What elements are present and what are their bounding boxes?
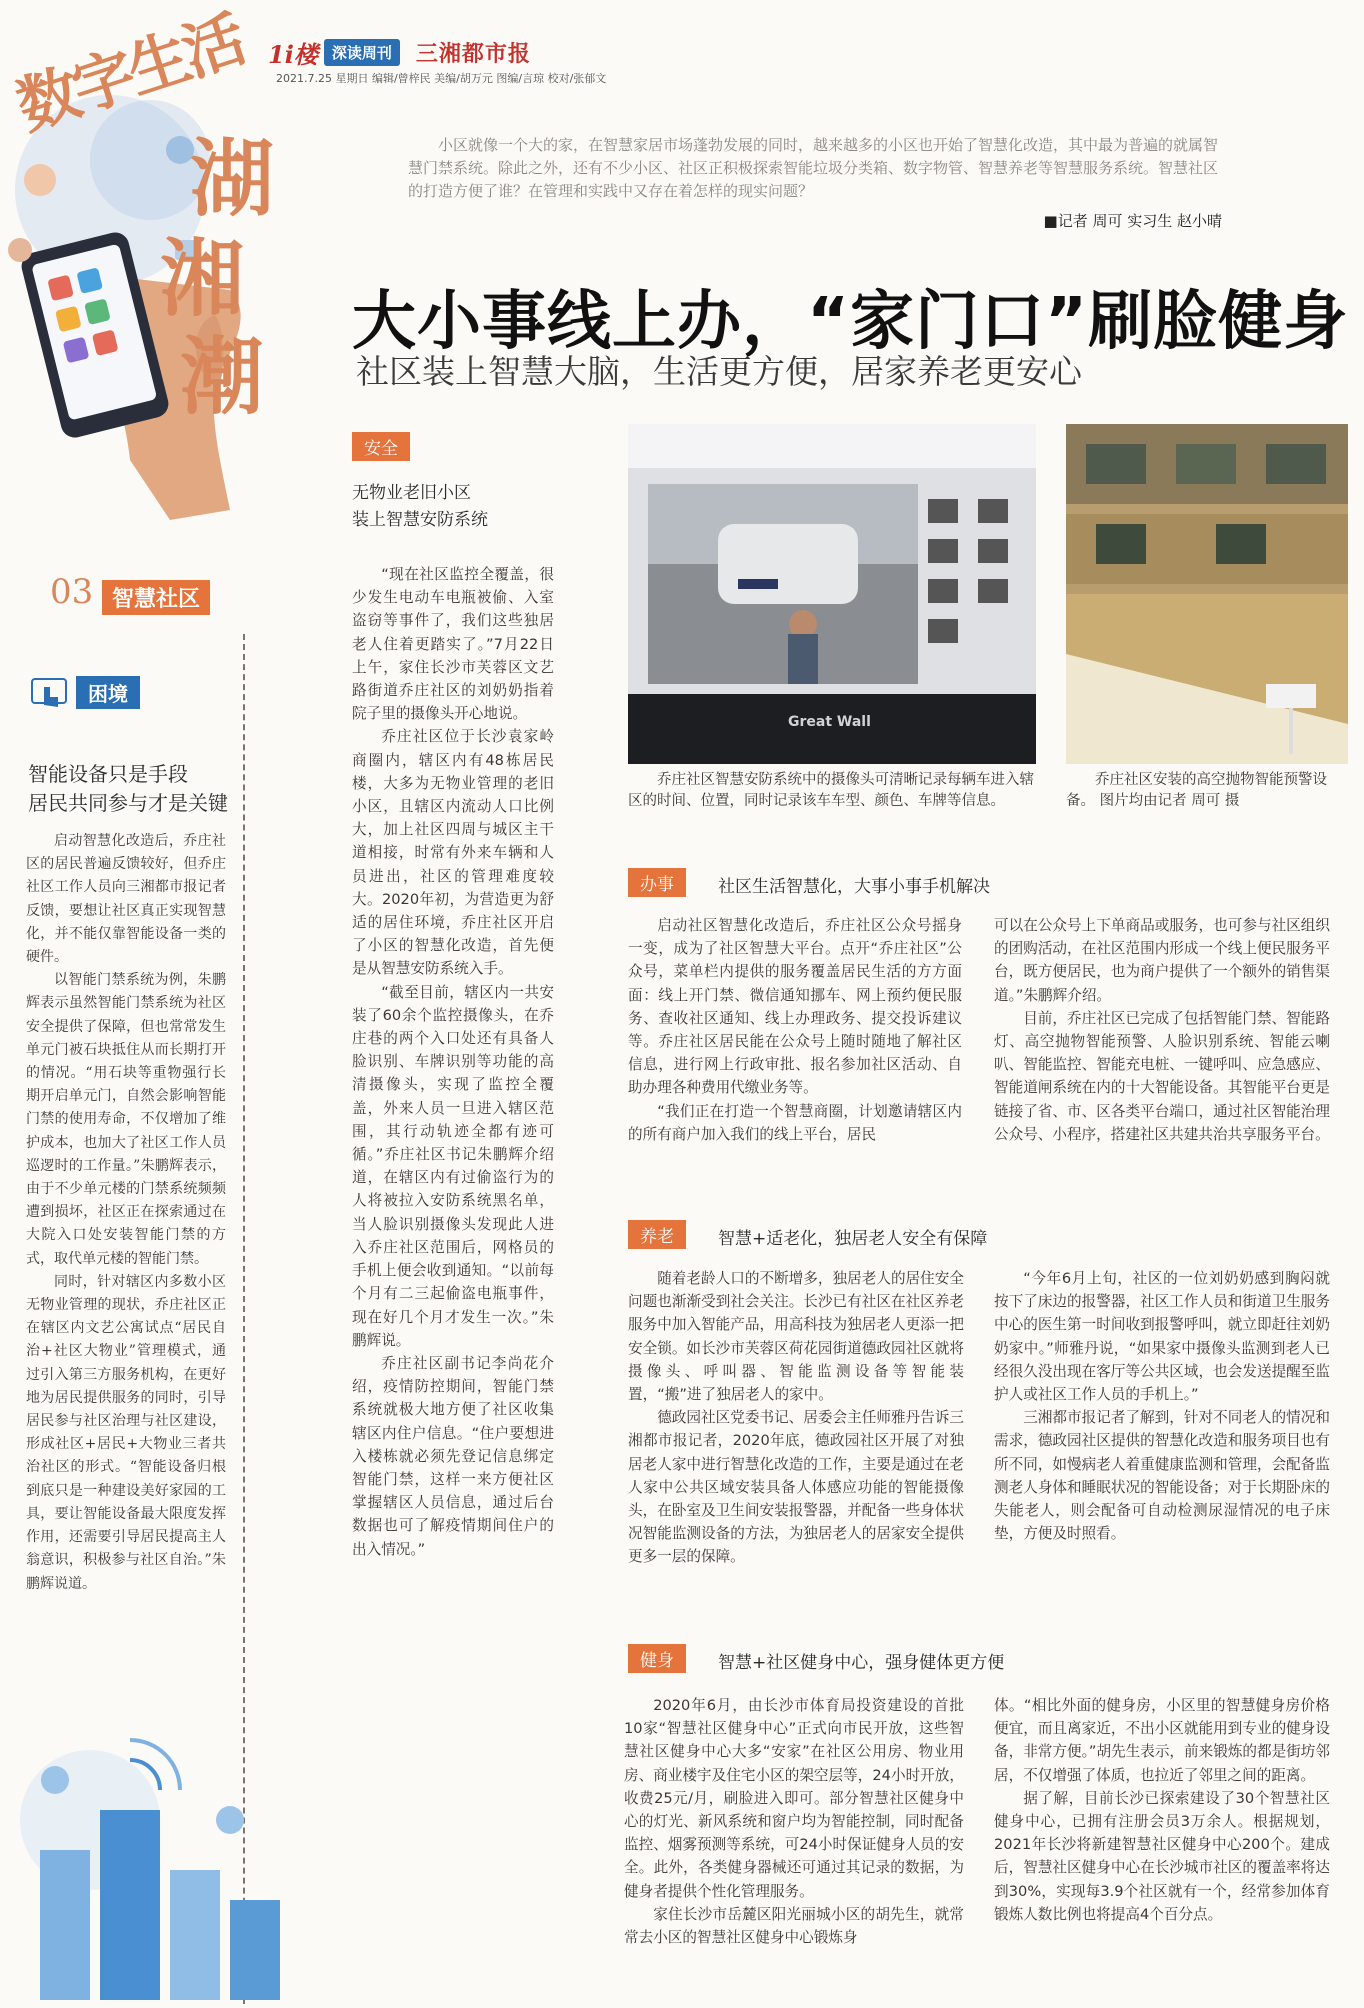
elderly-paragraph: 随着老龄人口的不断增多，独居老人的居住安全问题也渐渐受到社会关注。长沙已有社区在社区养老服务中加入智能产品，用高科技为独居老人更添一把安全锁。如长沙市芙蓉区荷花园街道德政园社区就将摄像头、呼叫器、智能监测设备等智能装置，“搬”进了独居老人的家中。 bbox=[628, 1270, 964, 1404]
sidebar-title-line1: 智能设备只是手段 bbox=[28, 762, 188, 786]
safety-title-line2: 装上智慧安防系统 bbox=[352, 510, 488, 530]
sidebar-paragraph: 以智能门禁系统为例，朱鹏辉表示虽然智能门禁系统为社区安全提供了保障，但也常常发生单元门被石块抵住从而长期打开的情况。“用石块等重物强行长期开启单元门，自然会影响智能门禁的使用寿命，不仅增加了维护成本，也加大了社区工作人员巡逻时的工作量。”朱鹏辉表示，由于不少单元楼的门禁系统频频遭到损坏，社区正在探索通过在大院入口处安装智能门禁的方式，取代单元楼的智能门禁。 bbox=[26, 972, 226, 1267]
sidebar-body bbox=[26, 830, 226, 1596]
headline: 大小事线上办，“家门口”刷脸健身 bbox=[352, 285, 1349, 359]
photo2-caption: 乔庄社区安装的高空抛物智能预警设备。 图片均由记者 周可 摄 bbox=[1066, 772, 1327, 809]
sidebar-title bbox=[28, 760, 228, 818]
building-camera-icon bbox=[1066, 424, 1348, 764]
hand-pointer-icon bbox=[30, 675, 70, 709]
deco-title-line1: 数字生活 bbox=[8, 2, 252, 144]
elderly-col2 bbox=[994, 1267, 1330, 1545]
affairs-paragraph: “我们正在打造一个智慧商圈，计划邀请辖区内的所有商户加入我们的线上平台，居民 bbox=[628, 1102, 962, 1143]
monitor-screen-icon bbox=[628, 424, 1036, 764]
safety-paragraph: 乔庄社区位于长沙袁家岭商圈内，辖区内有48栋居民楼，大多为无物业管理的老旧小区，且辖区内流动人口比例大，加上社区四周与城区主干道相接，时常有外来车辆和人员进出，社区的管理难度较大。2020年初，为营造更为舒适的居住环境，乔庄社区开启了小区的智慧化改造，首先便是从智慧安防系统入手。 bbox=[352, 728, 554, 978]
safety-paragraph: “截至目前，辖区内一共安装了60余个监控摄像头，在乔庄巷的两个入口处还有具备人脸识别、车牌识别等功能的高清摄像头，实现了监控全覆盖，外来人员一旦进入辖区范围，其行动轨迹全都有迹可循。”乔庄社区书记朱鹏辉介绍道，在辖区内有过偷盗行为的人将被拉入安防系统黑名单，当人脸识别摄像头发现此人进入乔庄社区范围后，网格员的手机上便会收到通知。“以前每个月有二三起偷盗电瓶事件，现在好几个月才发生一次。”朱鹏辉说。 bbox=[352, 983, 554, 1349]
safety-title-line1: 无物业老旧小区 bbox=[352, 483, 471, 503]
masthead-logo: 1i楼 bbox=[268, 39, 318, 69]
sidebar-paragraph: 同时，针对辖区内多数小区无物业管理的现状，乔庄社区正在辖区内文艺公寓试点“居民自治+社区大物业”管理模式，通过引入第三方服务机构，在更好地为居民提供服务的同时，引导居民参与社区治理与社区建设，形成社区+居民+大物业三者共治社区的形式。“智能设备归根到底只是一种建设美好家园的工具，要让智能设备最大限度发挥作用，还需要引导居民提高主人翁意识，积极参与社区自治。”朱鹏辉说道。 bbox=[26, 1273, 226, 1592]
fitness-paragraph: 家住长沙市岳麓区阳光丽城小区的胡先生，就常常去小区的智慧社区健身中心锻炼身 bbox=[624, 1905, 964, 1947]
page-number: 03 bbox=[50, 572, 94, 612]
deco-title-xiang: 湘 bbox=[160, 229, 245, 328]
elderly-col1 bbox=[628, 1267, 964, 1569]
sidebar-title-line2: 居民共同参与才是关键 bbox=[28, 791, 228, 815]
safety-body bbox=[352, 563, 554, 1561]
section-tag-fitness: 健身 bbox=[628, 1644, 686, 1673]
affairs-paragraph: 可以在公众号上下单商品或服务，也可参与社区组织的团购活动，在社区范围内形成一个线上便民服务平台，既方便居民，也为商户提供了一个额外的销售渠道。”朱鹏辉介绍。 bbox=[994, 917, 1330, 1004]
elderly-paragraph: “今年6月上旬，社区的一位刘奶奶感到胸闷就按下了床边的报警器，社区工作人员和街道卫生服务中心的医生第一时间收到报警呼叫，就立即赶往刘奶奶家中。”师雅丹说，“如果家中摄像头监测到老人已经很久没出现在客厅等公共区域，也会发送提醒至监护人或社区工作人员的手机上。” bbox=[994, 1270, 1330, 1404]
masthead-meta: 2021.7.25 星期日 编辑/曾梓民 美编/胡万元 图编/言琼 校对/张郁文 bbox=[276, 72, 607, 85]
fitness-col2 bbox=[994, 1694, 1330, 1926]
smart-city-icon bbox=[10, 1700, 300, 2000]
photo-building-sensor bbox=[1066, 424, 1348, 764]
safety-paragraph: “现在社区监控全覆盖，很少发生电动车电瓶被偷、入室盗窃等事件了，我们这些独居老人住着更踏实了。”7月22日上午，家住长沙市芙蓉区文艺路街道乔庄社区的刘奶奶指着院子里的摄像头开心地说。 bbox=[352, 566, 554, 723]
safety-paragraph: 乔庄社区副书记李尚花介绍，疫情防控期间，智能门禁系统就极大地方便了社区收集辖区内住户信息。“住户要想进入楼栋就必须先登记信息绑定智能门禁，这样一来方便社区掌握辖区人员信息，通过后台数据也可了解疫情期间住户的出入情况。” bbox=[352, 1354, 554, 1558]
deco-title-chao: 潮 bbox=[180, 327, 265, 426]
sidebar-tag-label: 困境 bbox=[76, 676, 140, 709]
masthead-weekly-badge: 深读周刊 bbox=[324, 39, 400, 66]
elderly-paragraph: 德政园社区党委书记、居委会主任师雅丹告诉三湘都市报记者，2020年底，德政园社区开展了对独居老人家中进行智慧化改造的工作，主要是通过在老人家中公共区域安装具备人体感应功能的智能摄像头，在卧室及卫生间安装报警器，并配备一些身体状况智能监测设备的方法，为独居老人的居家安全提供更多一层的保障。 bbox=[628, 1409, 964, 1566]
fitness-col1 bbox=[624, 1694, 964, 1949]
fitness-paragraph: 体。“相比外面的健身房，小区里的智慧健身房价格便宜，而且离家近，不出小区就能用到专业的健身设备，非常方便。”胡先生表示，前来锻炼的都是街坊邻居，不仅增强了体质，也拉近了邻里之间的距离。 bbox=[994, 1697, 1330, 1784]
city-illustration bbox=[10, 1700, 300, 2000]
fitness-title: 智慧+社区健身中心，强身健体更方便 bbox=[718, 1653, 1005, 1673]
affairs-col2 bbox=[994, 914, 1330, 1146]
affairs-paragraph: 启动社区智慧化改造后，乔庄社区公众号摇身一变，成为了社区智慧大平台。点开“乔庄社区”公众号，菜单栏内提供的服务覆盖居民生活的方方面面：线上开门禁、微信通知挪车、网上预约便民服务、查收社区通知、线上办理政务、提交投诉建议等。乔庄社区居民能在公众号上随时随地了解社区信息，进行网上行政审批、报名参加社区活动、自助办理各种费用代缴业务等。 bbox=[628, 917, 962, 1097]
monitor-brand-logo: Great Wall bbox=[788, 714, 871, 730]
byline: ■记者 周可 实习生 赵小晴 bbox=[1043, 212, 1222, 230]
sidebar-paragraph: 启动智慧化改造后，乔庄社区的居民普遍反馈较好，但乔庄社区工作人员向三湘都市报记者反馈，要想让社区真正实现智慧化，并不能仅靠智能设备一类的硬件。 bbox=[26, 833, 226, 966]
section-tag-safety: 安全 bbox=[352, 432, 410, 461]
fitness-paragraph: 据了解，目前长沙已探索建设了30个智慧社区健身中心，已拥有注册会员3万余人。根据规划，2021年长沙将新建智慧社区健身中心200个。建成后，智慧社区健身中心在长沙城市社区的覆盖率将达到30%，实现每3.9个社区就有一个，经常参加体育锻炼人数比例也将提高4个百分点。 bbox=[994, 1789, 1330, 1923]
section-tag-elderly: 养老 bbox=[628, 1220, 686, 1249]
masthead-newspaper-name: 三湘都市报 bbox=[415, 41, 531, 67]
deco-title-hu: 湖 bbox=[190, 129, 275, 228]
photo-surveillance-monitor bbox=[628, 424, 1036, 764]
safety-title bbox=[352, 480, 488, 534]
elderly-paragraph: 三湘都市报记者了解到，针对不同老人的情况和需求，德政园社区提供的智慧化改造和服务项目也有所不同，如慢病老人着重健康监测和管理，会配备监测老人身体和睡眠状况的智能设备；对于长期卧床的失能老人，则会配备可自动检测尿湿情况的电子床垫，方便及时照看。 bbox=[994, 1409, 1330, 1543]
photo1-caption: 乔庄社区智慧安防系统中的摄像头可清晰记录每辆车进入辖区的时间、位置，同时记录该车车型、颜色、车牌等信息。 bbox=[628, 772, 1034, 809]
page-section-label: 智慧社区 bbox=[102, 580, 210, 615]
affairs-title: 社区生活智慧化，大事小事手机解决 bbox=[718, 877, 990, 897]
affairs-col1 bbox=[628, 914, 962, 1146]
subheadline: 社区装上智慧大脑，生活更方便，居家养老更安心 bbox=[356, 352, 1082, 391]
elderly-title: 智慧+适老化，独居老人安全有保障 bbox=[718, 1229, 988, 1249]
sidebar-tag bbox=[30, 675, 140, 709]
lead-paragraph: 小区就像一个大的家，在智慧家居市场蓬勃发展的同时，越来越多的小区也开始了智慧化改造，其中最为普遍的就属智慧门禁系统。除此之外，还有不少小区、社区正积极探索智能垃圾分类箱、数字物管、智慧养老等智慧服务系统。智慧社区的打造方便了谁？在管理和实践中又存在着怎样的现实问题？ bbox=[408, 136, 1219, 200]
affairs-paragraph: 目前，乔庄社区已完成了包括智能门禁、智能路灯、高空抛物智能预警、人脸识别系统、智能云喇叭、智能监控、智能充电桩、一键呼叫、应急感应、智能道闸系统在内的十大智能设备。其智能平台更是链接了省、市、区各类平台端口，通过社区智能治理公众号、小程序，搭建社区共建共治共享服务平台。 bbox=[994, 1009, 1330, 1143]
fitness-paragraph: 2020年6月，由长沙市体育局投资建设的首批10家“智慧社区健身中心”正式向市民开放，这些智慧社区健身中心大多“安家”在社区公用房、物业用房、商业楼宇及住宅小区的架空层等，24小时开放，收费25元/月，刷脸进入即可。部分智慧社区健身中心的灯光、新风系统和窗户均为智能控制，同时配备监控、烟雾预测等系统，可24小时保证健身人员的安全。此外，各类健身器械还可通过其记录的数据，为健身者提供个性化管理服务。 bbox=[624, 1697, 964, 1900]
section-tag-affairs: 办事 bbox=[628, 868, 686, 897]
